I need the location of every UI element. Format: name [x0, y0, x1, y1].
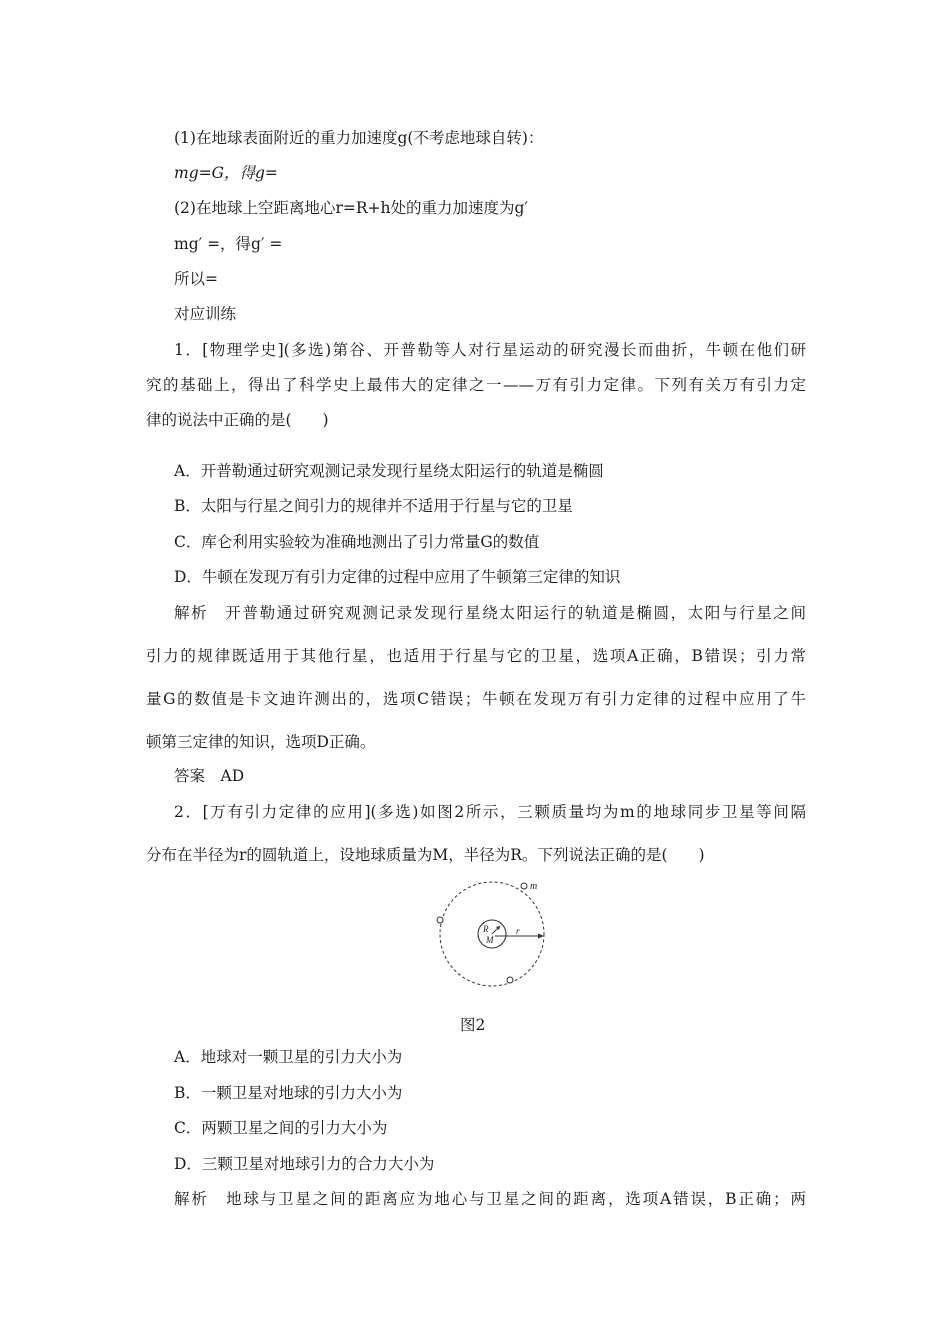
practice-heading: 对应训练 [174, 305, 237, 323]
question1-answer: 答案 AD [174, 767, 245, 785]
question2-option-a: A．地球对一颗卫星的引力大小为 [174, 1048, 403, 1066]
question1-option-c: C．库仑利用实验较为准确地测出了引力常量G的数值 [174, 533, 540, 551]
formula-item-1-equation: mg=G，得g= [174, 164, 278, 182]
question1-stem-line-1: 1．[物理学史](多选)第谷、开普勒等人对行星运动的研究漫长而曲折，牛顿在他们研 [174, 341, 806, 359]
formula-ratio: 所以= [174, 270, 218, 288]
question2-option-d: D．三颗卫星对地球引力的合力大小为 [174, 1155, 435, 1173]
orbit-radius-label: r [516, 926, 520, 936]
formula-item-1: (1)在地球表面附近的重力加速度g(不考虑地球自转)： [174, 129, 544, 147]
question2-option-b: B．一颗卫星对地球的引力大小为 [174, 1084, 403, 1102]
question2-option-c: C．两颗卫星之间的引力大小为 [174, 1119, 388, 1137]
question1-analysis-line-3: 量G的数值是卡文迪许测出的，选项C错误；牛顿在发现万有引力定律的过程中应用了牛 [146, 690, 806, 708]
question1-analysis-line-1: 解析 开普勒通过研究观测记录发现行星绕太阳运行的轨道是椭圆，太阳与行星之间 [174, 604, 806, 622]
question1-option-b: B．太阳与行星之间引力的规律并不适用于行星与它的卫星 [174, 497, 573, 515]
earth-mass-label: M [486, 935, 494, 945]
figure-caption: 图2 [460, 1016, 486, 1034]
question1-analysis-line-2: 引力的规律既适用于其他行星，也适用于行星与它的卫星，选项A正确，B错误；引力常 [146, 647, 806, 665]
question1-option-a: A．开普勒通过研究观测记录发现行星绕太阳运行的轨道是椭圆 [174, 462, 604, 480]
satellite-2 [437, 917, 443, 923]
question2-analysis-line-1: 解析 地球与卫星之间的距离应为地心与卫星之间的距离，选项A错误，B正确；两 [174, 1190, 806, 1208]
question1-stem-line-2: 究的基础上，得出了科学史上最伟大的定律之一——万有引力定律。下列有关万有引力定 [146, 376, 806, 394]
question1-analysis-line-4: 顿第三定律的知识，选项D正确。 [146, 733, 376, 751]
satellite-mass-label: m [530, 881, 538, 892]
earth-radius-label: R [483, 924, 489, 934]
satellite-1 [521, 883, 527, 889]
orbit-diagram [434, 876, 550, 992]
formula-item-2: (2)在地球上空距离地心r=R+h处的重力加速度为g′ [174, 199, 528, 217]
question2-stem-line-1: 2．[万有引力定律的应用](多选)如图2所示，三颗质量均为m的地球同步卫星等间隔 [174, 803, 806, 821]
formula-item-2-equation: mg′ =，得g′ = [174, 235, 283, 253]
question1-stem-line-3: 律的说法中正确的是( ) [146, 411, 329, 429]
satellite-3 [507, 977, 513, 983]
question2-stem-line-2: 分布在半径为r的圆轨道上，设地球质量为M，半径为R。下列说法正确的是( ) [146, 846, 705, 864]
orbit-radius-arrow [538, 934, 544, 939]
question1-option-d: D．牛顿在发现万有引力定律的过程中应用了牛顿第三定律的知识 [174, 568, 621, 586]
